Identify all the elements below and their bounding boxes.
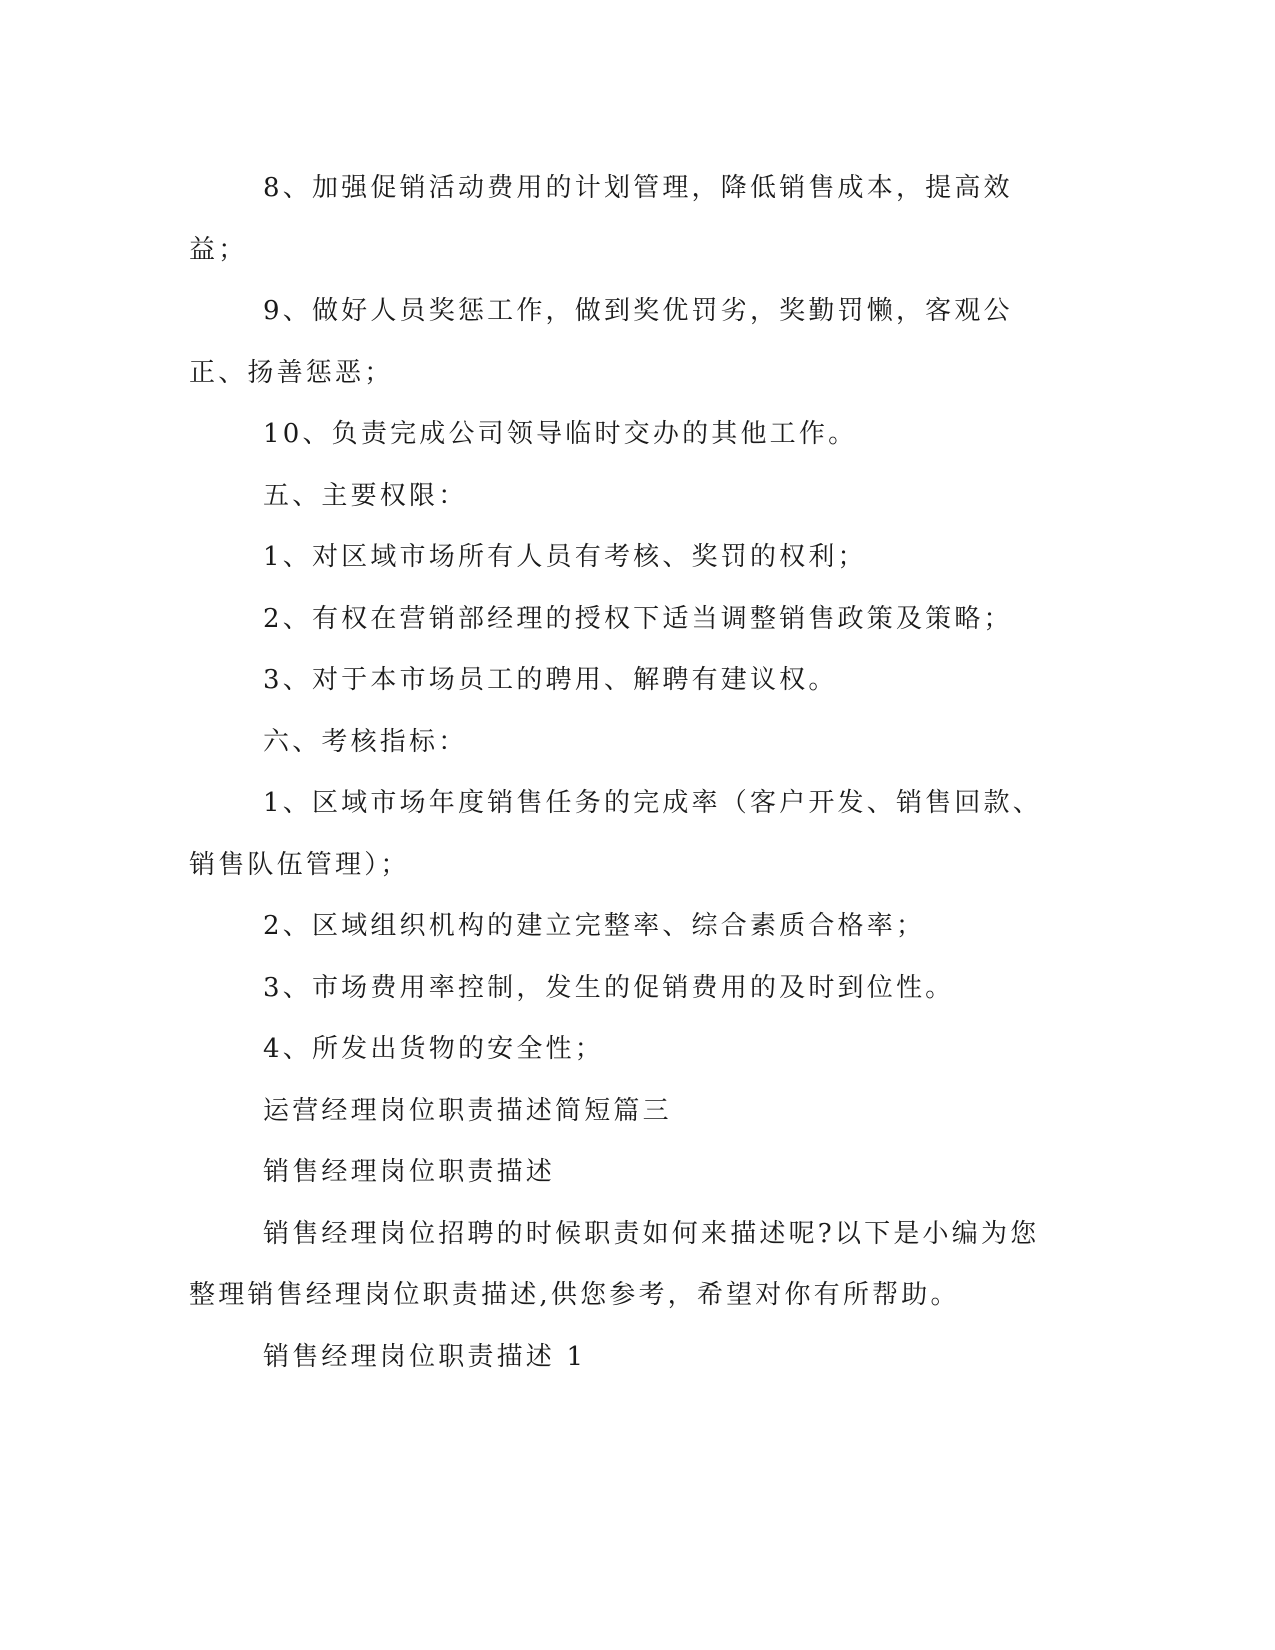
- paragraph-kpi-1: 1、区域市场年度销售任务的完成率（客户开发、销售回款、销售队伍管理）；: [189, 788, 1042, 880]
- article-title-part-3: 运营经理岗位职责描述简短篇三: [263, 1095, 672, 1126]
- paragraph-authority-1: 1、对区域市场所有人员有考核、奖罚的权利；: [263, 542, 867, 572]
- paragraph-authority-2: 2、有权在营销部经理的授权下适当调整销售政策及策略；: [263, 603, 1013, 634]
- paragraph-kpi-2: 2、区域组织机构的建立完整率、综合素质合格率；: [263, 911, 926, 941]
- paragraph-intro: 销售经理岗位招聘的时候职责如何来描述呢?以下是小编为您整理销售经理岗位职责描述,供您参考，希望对你有所帮助。: [189, 1218, 1040, 1310]
- paragraph-duty-9: 9、做好人员奖惩工作，做到奖优罚劣，奖勤罚懒，客观公正、扬善惩恶；: [189, 296, 1013, 388]
- paragraph-kpi-4: 4、所发出货物的安全性；: [263, 1034, 604, 1064]
- article-subtitle: 销售经理岗位职责描述: [263, 1157, 556, 1187]
- paragraph-kpi-3: 3、市场费用率控制，发生的促销费用的及时到位性。: [263, 972, 955, 1003]
- section-heading-description-1: 销售经理岗位职责描述 1: [263, 1341, 587, 1372]
- paragraph-authority-3: 3、对于本市场员工的聘用、解聘有建议权。: [263, 665, 838, 695]
- paragraph-duty-10: 10、负责完成公司领导临时交办的其他工作。: [263, 419, 858, 449]
- document-body: [189, 158, 1059, 1388]
- section-heading-kpi: 六、考核指标：: [263, 726, 468, 757]
- section-heading-authority: 五、主要权限：: [263, 480, 468, 511]
- paragraph-duty-8: 8、加强促销活动费用的计划管理，降低销售成本，提高效益；: [189, 173, 1013, 265]
